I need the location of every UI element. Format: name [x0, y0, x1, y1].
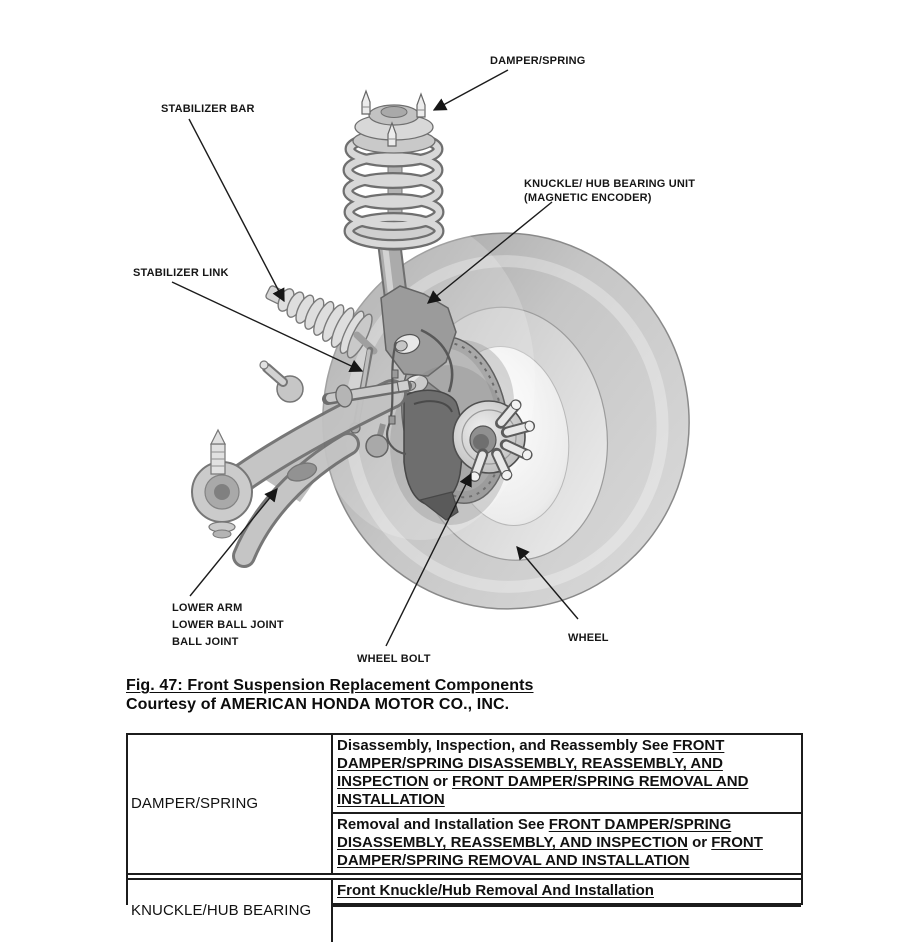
- table-row-knuckle-hub: [128, 880, 801, 942]
- strut-top-mount: [353, 91, 435, 153]
- procedure-text: Removal and Installation See: [337, 816, 549, 833]
- label-wheel: WHEEL: [568, 632, 609, 644]
- label-lower-ball-joint: LOWER BALL JOINT: [172, 619, 284, 631]
- procedure-text: or: [687, 834, 712, 851]
- figure-caption-title[interactable]: Fig. 47: Front Suspension Replacement Components: [126, 677, 534, 694]
- procedure-link[interactable]: FRONT DAMPER/SPRING REMOVAL AND INSTALLATION: [337, 773, 749, 808]
- procedure-cell-empty: [333, 905, 801, 942]
- procedure-cell: [333, 812, 801, 873]
- procedure-link[interactable]: FRONT DAMPER/SPRING DISASSEMBLY, REASSEMBLY, AND INSPECTION: [337, 737, 725, 790]
- label-ball-joint: BALL JOINT: [172, 636, 239, 648]
- procedure-link[interactable]: FRONT DAMPER/SPRING DISASSEMBLY, REASSEMBLY, AND INSPECTION: [337, 816, 732, 851]
- table-row-divider: [128, 873, 801, 880]
- procedure-link[interactable]: Front Knuckle/Hub Removal And Installation: [337, 882, 654, 899]
- procedure-cells: [333, 880, 801, 942]
- procedure-cell: [333, 735, 801, 812]
- mount-stud: [417, 94, 425, 117]
- label-damper-spring: DAMPER/SPRING: [490, 55, 586, 67]
- procedure-cells: [333, 735, 801, 873]
- mount-stud: [362, 91, 370, 114]
- label-lower-arm: LOWER ARM: [172, 602, 243, 614]
- figure-caption-courtesy: Courtesy of AMERICAN HONDA MOTOR CO., INC.: [126, 695, 510, 713]
- procedure-cell: [333, 880, 801, 905]
- component-cell: KNUCKLE/HUB BEARING: [128, 880, 333, 942]
- label-stabilizer-link: STABILIZER LINK: [133, 267, 229, 279]
- label-knuckle-hub-2: (MAGNETIC ENCODER): [524, 192, 652, 204]
- procedure-link[interactable]: FRONT DAMPER/SPRING REMOVAL AND INSTALLATION: [337, 834, 763, 869]
- table-row-damper-spring: [128, 735, 801, 873]
- figure-caption: [126, 677, 534, 714]
- procedure-text: or: [428, 773, 453, 790]
- component-cell: DAMPER/SPRING: [128, 735, 333, 873]
- label-wheel-bolt: WHEEL BOLT: [357, 653, 431, 665]
- label-stabilizer-bar: STABILIZER BAR: [161, 103, 255, 115]
- label-knuckle-hub-1: KNUCKLE/ HUB BEARING UNIT: [524, 178, 696, 190]
- arm-front-mount: [260, 361, 303, 402]
- procedure-text: Disassembly, Inspection, and Reassembly See: [337, 737, 673, 754]
- arm-bushing: [192, 430, 252, 538]
- procedure-table: [126, 733, 803, 919]
- leader-damper-spring: [434, 70, 508, 110]
